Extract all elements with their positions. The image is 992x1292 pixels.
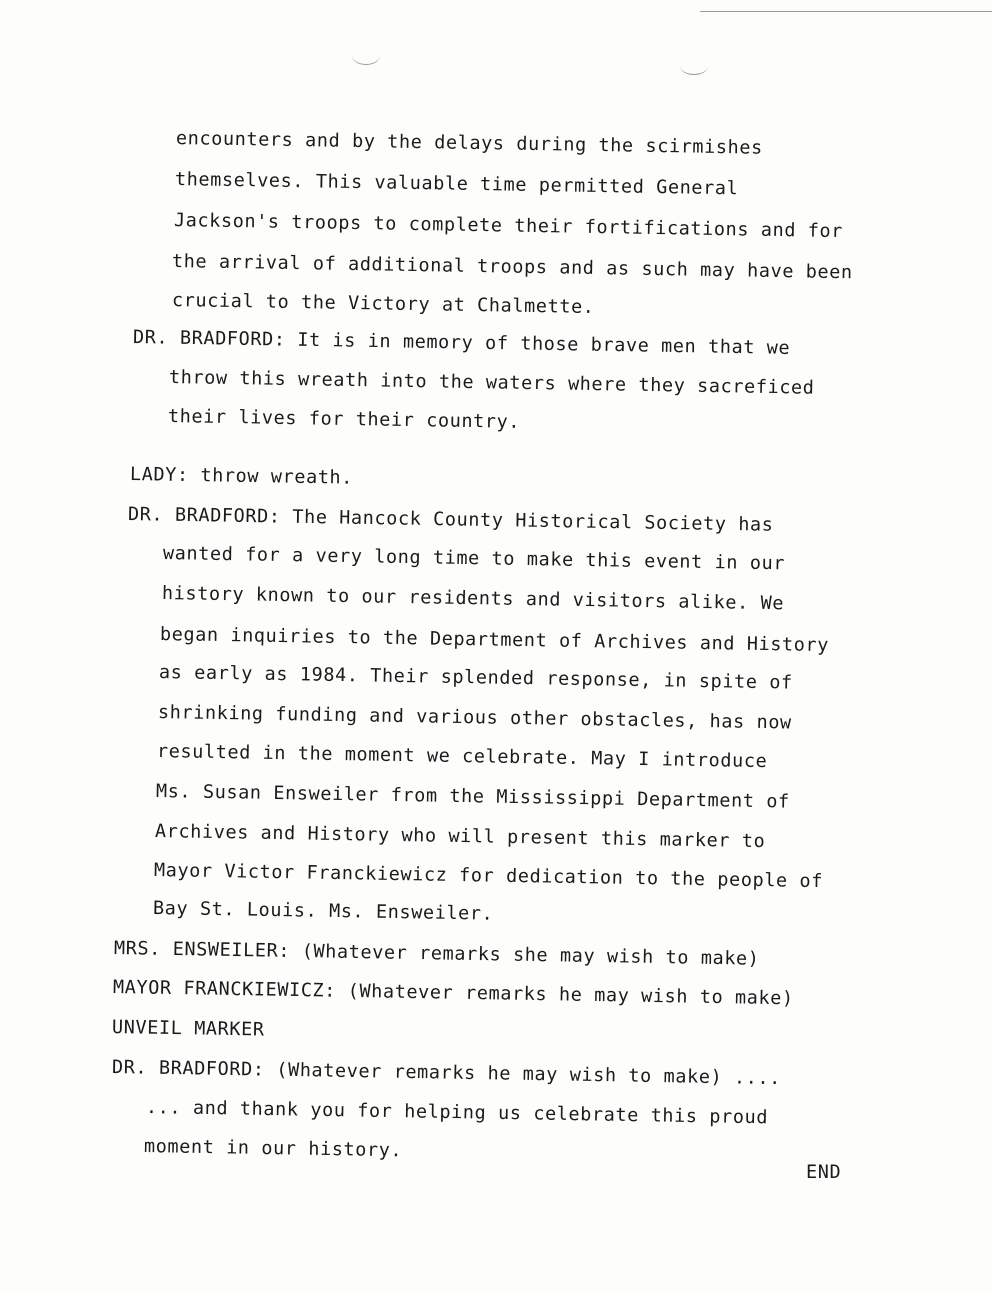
text-line: encounters and by the delays during the scirmishes: [175, 128, 763, 159]
text-line: resulted in the moment we celebrate. May I introduce: [156, 741, 768, 773]
stage-direction-line: UNVEIL MARKER: [111, 1017, 265, 1041]
speaker-line: MRS. ENSWEILER: (Whatever remarks she may wish to make): [113, 938, 760, 970]
text-line: Mayor Victor Franckiewicz for dedication to the people of: [153, 860, 824, 893]
punch-hole-mark-left: [352, 46, 380, 65]
text-line: shrinking funding and various other obstacles, has now: [157, 702, 792, 734]
punch-hole-mark-right: [680, 58, 708, 75]
text-line: Jackson's troops to complete their fortifications and for: [173, 210, 844, 243]
text-line: the arrival of additional troops and as such may have been: [171, 251, 853, 284]
text-line: themselves. This valuable time permitted General: [174, 169, 739, 200]
speaker-line: DR. BRADFORD: It is in memory of those brave men that we: [132, 327, 791, 359]
text-line: crucial to the Victory at Chalmette.: [171, 290, 595, 319]
text-line: moment in our history.: [143, 1136, 403, 1162]
scan-edge-line: [700, 11, 992, 12]
text-line: began inquiries to the Department of Archives and History: [159, 624, 830, 657]
speaker-line: DR. BRADFORD: The Hancock County Historical Society has: [127, 504, 774, 536]
text-line: their lives for their country.: [167, 406, 521, 433]
speaker-line: MAYOR FRANCKIEWICZ: (Whatever remarks he may wish to make): [112, 977, 794, 1010]
text-line: as early as 1984. Their splended response, in spite of: [158, 662, 793, 694]
speaker-line: DR. BRADFORD: (Whatever remarks he may wish to make) ....: [111, 1057, 782, 1090]
end-marker: END: [806, 1162, 842, 1183]
text-line: throw this wreath into the waters where they sacreficed: [168, 367, 815, 399]
text-line: Bay St. Louis. Ms. Ensweiler.: [152, 898, 494, 925]
text-line: history known to our residents and visitors alike. We: [161, 583, 785, 615]
text-line: Ms. Susan Ensweiler from the Mississippi Department of: [155, 781, 790, 813]
text-line: wanted for a very long time to make this event in our: [162, 543, 786, 575]
speaker-line: LADY: throw wreath.: [129, 464, 354, 489]
text-line: ... and thank you for helping us celebrate this proud: [145, 1097, 769, 1129]
text-line: Archives and History who will present this marker to: [154, 821, 766, 853]
